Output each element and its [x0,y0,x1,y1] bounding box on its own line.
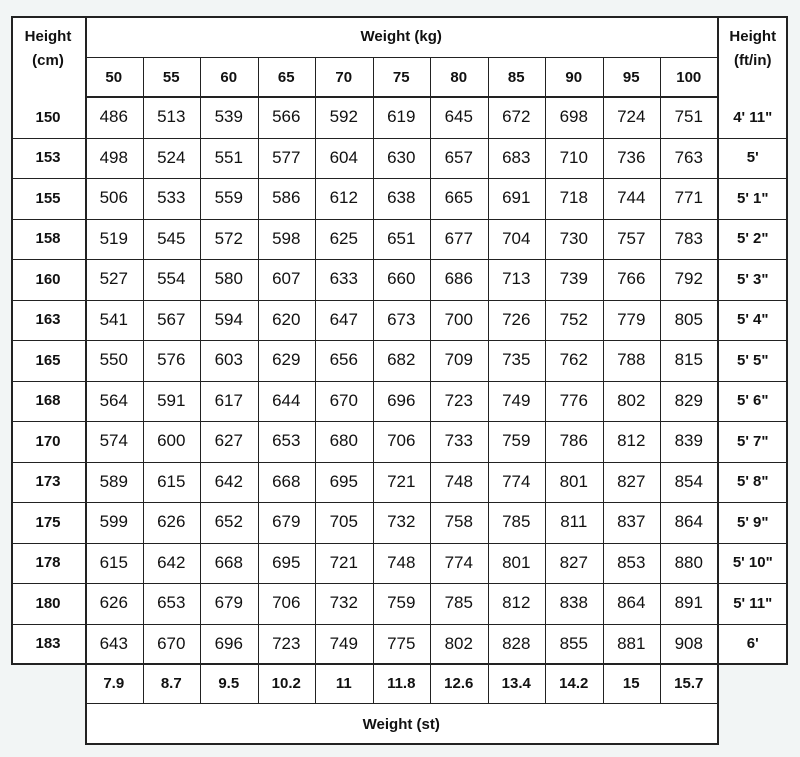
height-cm-label: 180 [35,594,61,612]
table-cell: 700 [444,309,473,329]
table-cell: 779 [617,309,646,329]
height-ftin-label: 5' 9" [736,513,769,531]
height-cm-label: 150 [35,108,61,126]
table-cell: 524 [157,147,186,167]
weight-kg-label: 85 [507,68,525,86]
table-cell: 653 [157,593,186,613]
height-ftin-label: 5' 1" [736,189,769,207]
table-cell: 739 [559,269,588,289]
height-ftin-label: 5' 6" [736,392,769,410]
table-cell: 762 [559,350,588,370]
height-cm-label: 173 [35,473,61,491]
table-cell: 679 [214,593,243,613]
table-cell: 564 [99,390,128,410]
table-cell: 626 [157,512,186,532]
height-cm-label: 158 [35,230,61,248]
height-ftin-label: 5' 3" [736,270,769,288]
weight-st-label: 9.5 [218,675,240,692]
height-ftin-header-line2: (ft/in) [734,51,772,69]
table-cell: 812 [502,593,531,613]
table-cell: 594 [214,309,243,329]
table-cell: 853 [617,552,646,572]
table-cell: 748 [444,471,473,491]
table-cell: 724 [617,107,646,127]
height-ftin-label: 5' 7" [736,432,769,450]
weight-st-label: 12.6 [444,675,474,692]
table-cell: 706 [387,431,416,451]
weight-st-label: 13.4 [501,675,531,692]
table-cell: 603 [214,350,243,370]
table-cell: 908 [674,633,703,653]
table-cell: 642 [214,471,243,491]
weight-st-label: 14.2 [559,675,589,692]
table-cell: 657 [444,147,473,167]
table-cell: 802 [617,390,646,410]
table-cell: 541 [99,309,128,329]
table-cell: 704 [502,228,531,248]
table-cell: 827 [617,471,646,491]
table-cell: 785 [502,512,531,532]
table-cell: 642 [157,552,186,572]
height-cm-label: 153 [35,149,61,167]
weight-st-label: 11.8 [387,675,416,692]
table-cell: 600 [157,431,186,451]
weight-st-label: 15.7 [674,675,704,692]
table-cell: 763 [674,147,703,167]
table-cell: 744 [617,188,646,208]
table-cell: 589 [99,471,128,491]
weight-kg-label: 55 [162,68,180,86]
weight-st-label: 7.9 [103,675,125,692]
table-cell: 682 [387,350,416,370]
table-cell: 630 [387,147,416,167]
table-cell: 677 [444,228,473,248]
table-cell: 792 [674,269,703,289]
table-cell: 612 [329,188,358,208]
table-cell: 527 [99,269,128,289]
table-cell: 730 [559,228,588,248]
height-ftin-label: 5' 8" [736,473,769,491]
table-cell: 839 [674,431,703,451]
weight-kg-label: 100 [676,68,702,86]
table-cell: 855 [559,633,588,653]
table-cell: 660 [387,269,416,289]
weight-st-label: 15 [622,675,640,692]
table-cell: 691 [502,188,531,208]
height-ftin-label: 5' 2" [736,230,769,248]
table-cell: 695 [272,552,301,572]
table-cell: 837 [617,512,646,532]
height-ftin-header [718,16,789,81]
table-cell: 698 [559,107,588,127]
table-cell: 758 [444,512,473,532]
table-cell: 647 [329,309,358,329]
weight-st-label: 11 [335,675,352,692]
table-cell: 672 [502,107,531,127]
weight-st-header: Weight (st) [362,715,440,733]
table-cell: 759 [502,431,531,451]
table-cell: 566 [272,107,301,127]
weight-kg-label: 60 [220,68,238,86]
table-cell: 668 [272,471,301,491]
table-cell: 619 [387,107,416,127]
table-cell: 880 [674,552,703,572]
height-ftin-label: 5' 4" [736,311,769,329]
weight-kg-label: 75 [392,68,410,86]
table-cell: 592 [329,107,358,127]
table-cell: 615 [157,471,186,491]
table-cell: 554 [157,269,186,289]
table-cell: 812 [617,431,646,451]
table-cell: 759 [387,593,416,613]
table-cell: 805 [674,309,703,329]
table-cell: 786 [559,431,588,451]
height-cm-label: 170 [35,432,61,450]
table-cell: 723 [444,390,473,410]
table-cell: 653 [272,431,301,451]
table-cell: 749 [329,633,358,653]
table-cell: 680 [329,431,358,451]
table-cell: 766 [617,269,646,289]
table-cell: 665 [444,188,473,208]
table-cell: 732 [387,512,416,532]
table-cell: 801 [559,471,588,491]
table-cell: 620 [272,309,301,329]
table-cell: 627 [214,431,243,451]
table-cell: 506 [99,188,128,208]
table-cell: 586 [272,188,301,208]
table-cell: 513 [157,107,186,127]
height-cm-label: 183 [35,635,61,653]
table-cell: 783 [674,228,703,248]
table-cell: 838 [559,593,588,613]
table-cell: 686 [444,269,473,289]
height-cm-header [11,16,85,81]
table-cell: 643 [99,633,128,653]
table-cell: 625 [329,228,358,248]
weight-kg-label: 65 [277,68,295,86]
height-ftin-header-line1: Height [729,27,777,45]
table-cell: 749 [502,390,531,410]
weight-kg-header: Weight (kg) [360,28,442,45]
table-cell: 736 [617,147,646,167]
table-cell: 696 [214,633,243,653]
table-cell: 539 [214,107,243,127]
table-cell: 710 [559,147,588,167]
table-cell: 726 [502,309,531,329]
table-cell: 638 [387,188,416,208]
table-cell: 695 [329,471,358,491]
table-cell: 668 [214,552,243,572]
table-cell: 683 [502,147,531,167]
table-cell: 670 [329,390,358,410]
table-cell: 802 [444,633,473,653]
table-cell: 615 [99,552,128,572]
table-cell: 706 [272,593,301,613]
table-cell: 801 [502,552,531,572]
table-cell: 486 [99,107,128,127]
table-cell: 599 [99,512,128,532]
height-ftin-label: 5' 11" [733,594,773,612]
height-cm-label: 163 [35,311,61,329]
table-cell: 656 [329,350,358,370]
table-cell: 705 [329,512,358,532]
table-cell: 828 [502,633,531,653]
table-cell: 733 [444,431,473,451]
table-cell: 752 [559,309,588,329]
table-cell: 735 [502,350,531,370]
table-cell: 607 [272,269,301,289]
table-cell: 652 [214,512,243,532]
table-cell: 533 [157,188,186,208]
table-cell: 679 [272,512,301,532]
table-cell: 829 [674,390,703,410]
table-cell: 815 [674,350,703,370]
table-cell: 567 [157,309,186,329]
table-cell: 645 [444,107,473,127]
table-cell: 545 [157,228,186,248]
height-cm-header-line2: (cm) [32,51,64,69]
table-cell: 721 [329,552,358,572]
table-cell: 572 [214,228,243,248]
table-cell: 757 [617,228,646,248]
table-cell: 580 [214,269,243,289]
table-cell: 644 [272,390,301,410]
table-cell: 651 [387,228,416,248]
height-cm-label: 155 [35,189,61,207]
table-cell: 551 [214,147,243,167]
weight-st-label: 8.7 [160,675,182,692]
table-cell: 748 [387,552,416,572]
table-cell: 673 [387,309,416,329]
table-cell: 881 [617,633,646,653]
weight-kg-label: 90 [565,68,583,86]
table-cell: 751 [674,107,703,127]
table-cell: 723 [272,633,301,653]
height-cm-label: 168 [35,392,61,410]
table-cell: 718 [559,188,588,208]
table-cell: 864 [617,593,646,613]
table-cell: 788 [617,350,646,370]
height-ftin-label: 4' 11" [733,108,773,126]
weight-st-label: 10.2 [271,675,301,692]
table-cell: 598 [272,228,301,248]
table-cell: 604 [329,147,358,167]
table-cell: 591 [157,390,186,410]
height-ftin-label: 5' 5" [736,351,769,369]
weight-kg-label: 50 [105,68,123,86]
height-ftin-label: 5' 10" [732,554,773,572]
table-cell: 550 [99,350,128,370]
table-cell: 811 [560,512,588,532]
height-cm-label: 165 [35,351,61,369]
table-cell: 574 [99,431,128,451]
table-cell: 854 [674,471,703,491]
height-cm-label: 175 [35,513,61,531]
weight-kg-label: 95 [622,68,640,86]
height-cm-header-line1: Height [24,27,72,45]
table-cell: 771 [674,188,703,208]
weight-kg-label: 70 [335,68,353,86]
height-cm-label: 160 [35,270,61,288]
table-cell: 891 [674,593,703,613]
table-cell: 633 [329,269,358,289]
table-cell: 776 [559,390,588,410]
table-cell: 785 [444,593,473,613]
table-cell: 709 [444,350,473,370]
table-cell: 629 [272,350,301,370]
table-cell: 774 [502,471,531,491]
table-cell: 732 [329,593,358,613]
table-cell: 775 [387,633,416,653]
table-cell: 670 [157,633,186,653]
table-cell: 721 [387,471,416,491]
table-cell: 864 [674,512,703,532]
weight-kg-label: 80 [450,68,468,86]
height-cm-label: 178 [35,554,61,572]
table-cell: 559 [214,188,243,208]
table-cell: 626 [99,593,128,613]
table-cell: 577 [272,147,301,167]
table-cell: 774 [444,552,473,572]
table-cell: 827 [559,552,588,572]
table-cell: 617 [214,390,243,410]
height-ftin-label: 6' [746,635,759,653]
table-cell: 498 [99,147,128,167]
table-cell: 713 [502,269,531,289]
table-cell: 576 [157,350,186,370]
table-cell: 519 [99,228,128,248]
table-cell: 696 [387,390,416,410]
height-ftin-label: 5' [746,149,759,167]
